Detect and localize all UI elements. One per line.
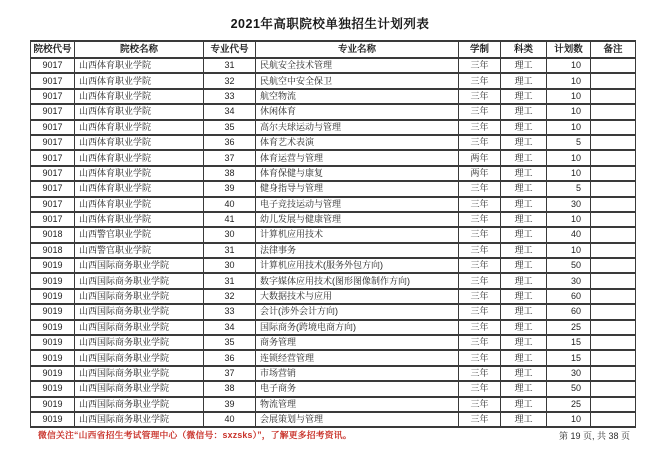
table-cell: 体育艺术表演 [256,135,459,150]
table-cell: 山西国际商务职业学院 [75,350,204,365]
table-cell: 计算机应用技术(服务外包方向) [256,258,459,273]
table-cell: 理工 [501,104,547,119]
table-row [31,381,636,396]
table-cell: 10 [547,412,591,427]
table-cell: 理工 [501,335,547,350]
table-cell: 国际商务(跨境电商方向) [256,320,459,335]
table-cell [591,366,636,381]
table-cell [591,289,636,304]
table-cell: 60 [547,304,591,319]
table-cell: 商务管理 [256,335,459,350]
table-cell: 三年 [459,289,501,304]
table-cell: 10 [547,166,591,181]
table-cell: 50 [547,381,591,396]
table-cell: 理工 [501,258,547,273]
table-cell: 山西体育职业学院 [75,212,204,227]
table-cell: 33 [204,89,256,104]
table-cell: 31 [204,273,256,288]
table-cell [591,197,636,212]
table-row [31,350,636,365]
table-cell: 10 [547,58,591,73]
table-cell [591,350,636,365]
table-cell: 理工 [501,150,547,165]
table-cell [591,73,636,88]
table-cell [591,397,636,412]
table-row [31,304,636,319]
table-cell: 山西国际商务职业学院 [75,412,204,427]
table-cell: 9019 [31,397,75,412]
table-cell: 30 [547,273,591,288]
table-cell: 9019 [31,320,75,335]
table-cell: 理工 [501,227,547,242]
table-cell: 理工 [501,181,547,196]
table-cell: 三年 [459,73,501,88]
table-cell [591,227,636,242]
table-cell: 三年 [459,366,501,381]
table-cell: 山西体育职业学院 [75,89,204,104]
table-cell: 36 [204,350,256,365]
table-cell [591,166,636,181]
table-row [31,335,636,350]
table-cell: 31 [204,58,256,73]
table-cell: 9017 [31,89,75,104]
table-cell: 30 [547,197,591,212]
table-cell: 三年 [459,412,501,427]
table-cell: 50 [547,258,591,273]
table-cell [591,181,636,196]
table-cell: 理工 [501,397,547,412]
table-cell: 32 [204,73,256,88]
table-cell: 10 [547,104,591,119]
table-cell: 计算机应用技术 [256,227,459,242]
table-cell: 山西国际商务职业学院 [75,258,204,273]
enrollment-plan-table [30,40,636,428]
table-cell: 9019 [31,381,75,396]
table-row [31,412,636,427]
table-cell: 三年 [459,181,501,196]
table-cell [591,412,636,427]
table-cell: 9017 [31,58,75,73]
table-cell: 山西体育职业学院 [75,104,204,119]
table-row [31,197,636,212]
table-row [31,104,636,119]
table-cell: 三年 [459,197,501,212]
table-cell: 32 [204,289,256,304]
table-row [31,58,636,73]
table-cell [591,120,636,135]
table-cell: 三年 [459,243,501,258]
table-cell: 9019 [31,366,75,381]
table-cell [591,150,636,165]
table-cell: 40 [204,412,256,427]
table-row [31,212,636,227]
table-cell: 33 [204,304,256,319]
table-cell: 理工 [501,381,547,396]
table-cell: 三年 [459,273,501,288]
table-cell: 15 [547,350,591,365]
table-cell: 35 [204,335,256,350]
page-footer [38,428,630,442]
table-cell: 9019 [31,350,75,365]
table-cell: 山西体育职业学院 [75,197,204,212]
table-cell: 两年 [459,166,501,181]
table-cell: 37 [204,366,256,381]
table-cell: 三年 [459,135,501,150]
table-cell: 物流管理 [256,397,459,412]
table-cell: 山西国际商务职业学院 [75,304,204,319]
table-cell: 山西国际商务职业学院 [75,320,204,335]
table-cell: 10 [547,150,591,165]
table-cell: 理工 [501,243,547,258]
table-cell: 41 [204,212,256,227]
table-cell: 25 [547,397,591,412]
table-cell [591,320,636,335]
table-row [31,366,636,381]
table-cell [591,135,636,150]
table-header-row [31,41,636,58]
table-cell: 山西体育职业学院 [75,150,204,165]
table-cell: 三年 [459,227,501,242]
column-header: 专业名称 [256,41,459,58]
table-cell: 15 [547,335,591,350]
table-cell: 幼儿发展与健康管理 [256,212,459,227]
table-cell: 理工 [501,135,547,150]
table-cell: 市场营销 [256,366,459,381]
table-cell: 9017 [31,120,75,135]
table-cell: 体育运营与管理 [256,150,459,165]
table-cell: 34 [204,104,256,119]
table-cell: 9019 [31,258,75,273]
table-cell: 三年 [459,258,501,273]
table-cell: 10 [547,73,591,88]
table-row [31,258,636,273]
table-cell: 35 [204,120,256,135]
table-cell: 38 [204,166,256,181]
table-cell: 9018 [31,227,75,242]
table-cell: 9017 [31,212,75,227]
table-cell: 理工 [501,289,547,304]
table-cell: 电子商务 [256,381,459,396]
table-row [31,166,636,181]
table-cell: 三年 [459,58,501,73]
table-cell: 40 [204,197,256,212]
table-cell: 山西体育职业学院 [75,120,204,135]
table-cell: 法律事务 [256,243,459,258]
table-cell: 三年 [459,120,501,135]
table-cell: 38 [204,381,256,396]
table-cell: 理工 [501,58,547,73]
table-cell: 连锁经营管理 [256,350,459,365]
table-cell: 理工 [501,197,547,212]
table-cell: 9017 [31,104,75,119]
table-cell: 数字媒体应用技术(图形图像制作方向) [256,273,459,288]
column-header: 专业代号 [204,41,256,58]
table-cell: 两年 [459,150,501,165]
table-cell: 山西国际商务职业学院 [75,381,204,396]
table-cell: 三年 [459,304,501,319]
table-cell [591,335,636,350]
table-row [31,120,636,135]
table-row [31,181,636,196]
table-cell: 山西体育职业学院 [75,166,204,181]
column-header: 备注 [591,41,636,58]
table-cell: 理工 [501,73,547,88]
table-cell: 理工 [501,212,547,227]
table-cell: 三年 [459,89,501,104]
table-cell: 30 [204,258,256,273]
column-header: 院校名称 [75,41,204,58]
table-cell: 三年 [459,212,501,227]
table-cell: 三年 [459,381,501,396]
table-row [31,320,636,335]
table-cell: 电子竞技运动与管理 [256,197,459,212]
table-cell: 理工 [501,166,547,181]
table-cell: 理工 [501,366,547,381]
table-cell: 9019 [31,335,75,350]
table-cell: 10 [547,212,591,227]
table-cell: 山西警官职业学院 [75,243,204,258]
table-cell [591,304,636,319]
table-cell: 9019 [31,412,75,427]
table-row [31,397,636,412]
table-cell: 三年 [459,397,501,412]
table-cell: 体育保健与康复 [256,166,459,181]
table-cell: 10 [547,243,591,258]
table-cell [591,243,636,258]
table-cell: 9017 [31,197,75,212]
table-cell: 三年 [459,350,501,365]
table-cell: 山西体育职业学院 [75,135,204,150]
table-cell: 25 [547,320,591,335]
table-cell: 理工 [501,273,547,288]
table-cell: 30 [547,366,591,381]
table-cell: 9017 [31,166,75,181]
page-indicator: 第 19 页, 共 38 页 [558,431,630,441]
table-cell [591,104,636,119]
table-row [31,73,636,88]
table-cell: 理工 [501,320,547,335]
table-cell: 山西国际商务职业学院 [75,366,204,381]
wechat-notice: 微信关注“山西省招生考试管理中心（微信号：sxzsks）”，了解更多招考资讯。 [38,430,352,440]
table-cell [591,58,636,73]
table-cell: 9018 [31,243,75,258]
table-cell [591,258,636,273]
table-cell: 航空物流 [256,89,459,104]
table-cell: 10 [547,89,591,104]
table-cell: 休闲体育 [256,104,459,119]
table-cell: 10 [547,120,591,135]
table-cell: 9017 [31,135,75,150]
column-header: 计划数 [547,41,591,58]
table-cell: 5 [547,135,591,150]
table-cell [591,89,636,104]
table-cell: 9019 [31,273,75,288]
table-cell: 会展策划与管理 [256,412,459,427]
table-cell: 会计(涉外会计方向) [256,304,459,319]
table-cell: 理工 [501,89,547,104]
table-cell: 理工 [501,350,547,365]
table-cell: 健身指导与管理 [256,181,459,196]
column-header: 科类 [501,41,547,58]
table-row [31,227,636,242]
table-cell: 山西国际商务职业学院 [75,397,204,412]
table-row [31,89,636,104]
table-cell: 三年 [459,335,501,350]
table-cell: 山西体育职业学院 [75,58,204,73]
table-row [31,135,636,150]
table-row [31,243,636,258]
table-cell: 31 [204,243,256,258]
table-cell: 9019 [31,289,75,304]
table-cell: 5 [547,181,591,196]
table-cell: 山西体育职业学院 [75,181,204,196]
table-cell: 34 [204,320,256,335]
table-cell: 高尔夫球运动与管理 [256,120,459,135]
table-cell [591,273,636,288]
table-cell: 9017 [31,150,75,165]
table-cell: 山西体育职业学院 [75,73,204,88]
table-cell: 9017 [31,181,75,196]
table-cell: 30 [204,227,256,242]
table-row [31,289,636,304]
table-cell: 40 [547,227,591,242]
table-cell: 37 [204,150,256,165]
table-cell: 三年 [459,104,501,119]
table-cell: 9019 [31,304,75,319]
table-row [31,150,636,165]
page-title: 2021年高职院校单独招生计划列表 [230,17,430,31]
table-cell [591,381,636,396]
column-header: 学制 [459,41,501,58]
table-cell: 60 [547,289,591,304]
table-row [31,273,636,288]
table-cell: 山西国际商务职业学院 [75,273,204,288]
table-body [31,58,636,427]
table-cell: 理工 [501,412,547,427]
table-cell: 大数据技术与应用 [256,289,459,304]
table-cell: 39 [204,181,256,196]
table-cell: 理工 [501,120,547,135]
table-cell: 山西国际商务职业学院 [75,335,204,350]
table-cell: 民航安全技术管理 [256,58,459,73]
column-header: 院校代号 [31,41,75,58]
table-cell: 理工 [501,304,547,319]
table-cell: 山西警官职业学院 [75,227,204,242]
table-cell: 民航空中安全保卫 [256,73,459,88]
table-cell: 三年 [459,320,501,335]
table-cell: 9017 [31,73,75,88]
table-cell: 39 [204,397,256,412]
table-cell: 36 [204,135,256,150]
table-cell [591,212,636,227]
table-cell: 山西国际商务职业学院 [75,289,204,304]
